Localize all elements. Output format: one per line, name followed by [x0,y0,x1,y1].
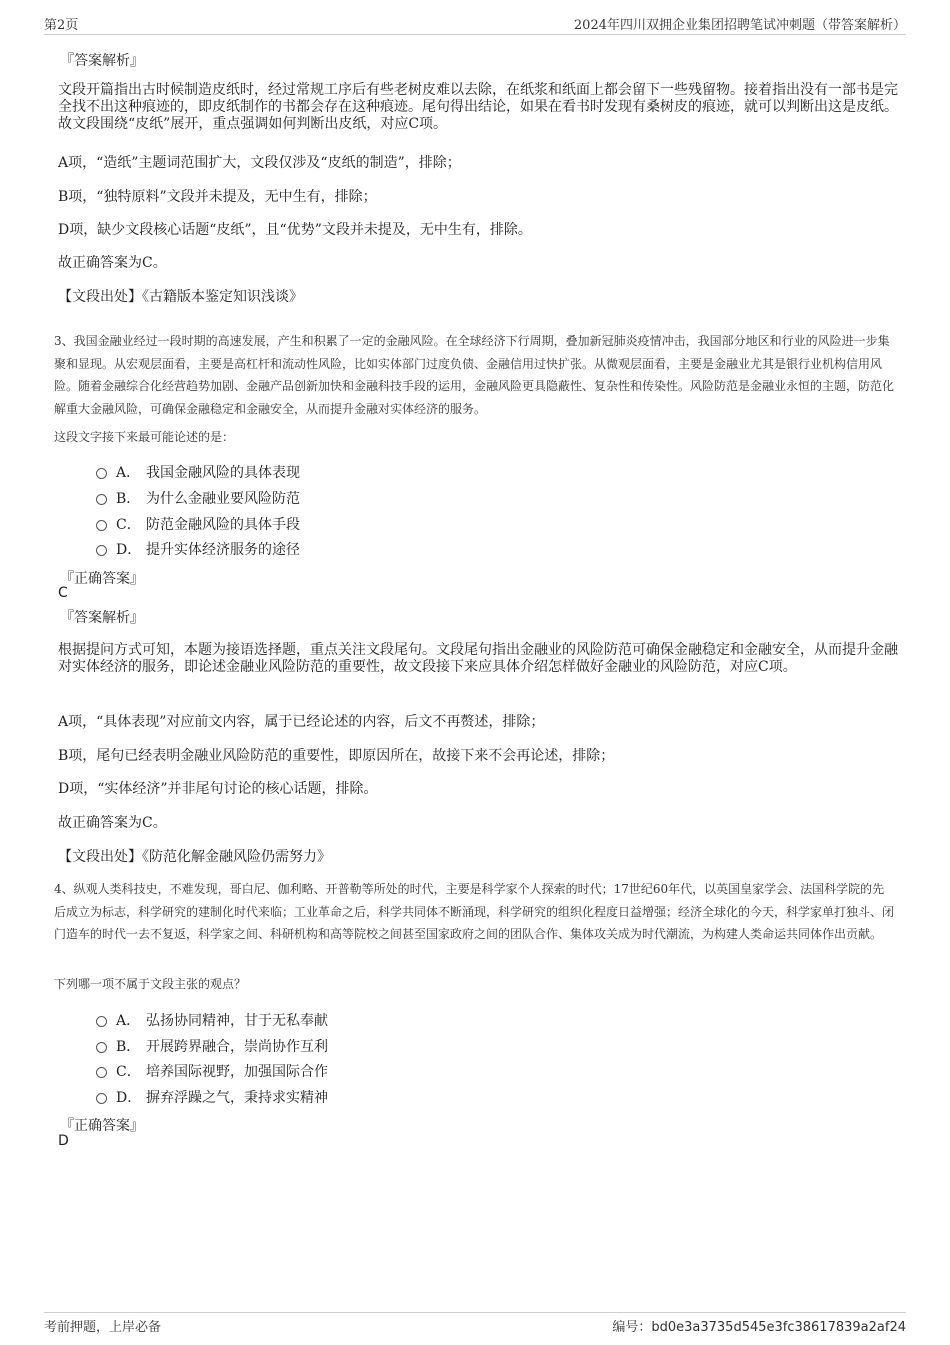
analysis-text: 文段开篇指出古时候制造皮纸时，经过常规工序后有些老树皮难以去除，在纸浆和纸面上都会留下一些残留物。接着指出没有一部书是完全找不出这种痕迹的，即皮纸制作的书都会存在这种痕迹。尾句得出结论，如果在看书时发现有桑树皮的痕迹，就可以判断出这是皮纸。故文段围绕“皮纸”展开，重点强调如何判断出皮纸，对应C项。 [58,82,898,132]
page-header [44,12,906,35]
correct-answer-label: 『正确答案』 [60,1118,144,1134]
analysis-option-d: D项，缺少文段核心话题“皮纸”，且“优势”文段并未提及，无中生有，排除。 [58,222,532,238]
radio-button-icon[interactable] [96,1067,107,1078]
question-prompt: 下列哪一项不属于文段主张的观点？ [54,977,247,991]
radio-button-icon[interactable] [96,1093,107,1104]
analysis-text: 根据提问方式可知，本题为接语选择题，重点关注文段尾句。文段尾句指出金融业的风险防范可确保金融稳定和金融安全，从而提升金融对实体经济的服务，即论述金融业风险防范的重要性，故文段接下来应具体介绍怎样做好金融业的风险防范，对应C项。 [58,642,898,675]
document-title: 2024年四川双拥企业集团招聘笔试冲刺题（带答案解析） [573,18,906,33]
document-code [612,1316,906,1335]
radio-button-icon[interactable] [96,468,107,479]
code-value: bd0e3a3735d545e3fc38617839a2af24 [651,1320,906,1335]
analysis-conclusion: 故正确答案为C。 [58,255,167,271]
analysis-conclusion: 故正确答案为C。 [58,815,167,831]
correct-answer: D [58,1133,69,1149]
analysis-option-d: D项，“实体经济”并非尾句讨论的核心话题，排除。 [58,781,378,797]
question-prompt: 这段文字接下来最可能论述的是： [54,430,235,444]
analysis-option-a: A项，“具体表现”对应前文内容，属于已经论述的内容，后文不再赘述，排除； [58,714,545,730]
footer-slogan: 考前押题，上岸必备 [44,1320,162,1335]
source-citation: 【文段出处】《古籍版本鉴定知识浅谈》 [58,289,303,305]
question-text: 3、我国金融业经过一段时期的高速发展，产生和积累了一定的金融风险。在全球经济下行周期，叠加新冠肺炎疫情冲击，我国部分地区和行业的风险进一步集聚和显现。从宏观层面看，主要是高杠杆和流动性风险，比如实体部门过度负债、金融信用过快扩张。从微观层面看，主要是金融业尤其是银行业机构信用风险。随着金融综合化经营趋势加剧、金融产品创新加快和金融科技手段的运用，金融风险更具隐蔽性、复杂性和传染性。风险防范是金融业永恒的主题，防范化解重大金融风险，可确保金融稳定和金融安全，从而提升金融对实体经济的服务。 [54,334,895,416]
code-label: 编号： [612,1320,652,1335]
question-text: 4、纵观人类科技史，不难发现，哥白尼、伽利略、开普勒等所处的时代，主要是科学家个人探索的时代；17世纪60年代，以英国皇家学会、法国科学院的先后成立为标志，科学研究的建制化时代来临；工业革命之后，科学共同体不断涌现，科学研究的组织化程度日益增强；经济全球化的今天，科学家单打独斗、闭门造车的时代一去不复返，科学家之间、科研机构和高等院校之间甚至国家政府之间的团队合作、集体攻关成为时代潮流，为构建人类命运共同体作出贡献。 [54,882,895,941]
analysis-option-a: A项，“造纸”主题词范围扩大，文段仅涉及“皮纸的制造”，排除； [58,155,461,171]
radio-button-icon[interactable] [96,1016,107,1027]
source-citation: 【文段出处】《防范化解金融风险仍需努力》 [58,849,331,865]
radio-button-icon[interactable] [96,520,107,531]
page-number: 第2页 [44,18,79,33]
analysis-option-b: B项，尾句已经表明金融业风险防范的重要性，即原因所在，故接下来不会再论述，排除； [58,748,615,764]
radio-button-icon[interactable] [96,1042,107,1053]
radio-button-icon[interactable] [96,545,107,556]
correct-answer: C [58,585,68,601]
analysis-option-b: B项，“独特原料”文段并未提及，无中生有，排除； [58,189,377,205]
analysis-label: 『答案解析』 [60,53,144,69]
analysis-label: 『答案解析』 [60,610,144,626]
correct-answer-label: 『正确答案』 [60,571,144,587]
radio-button-icon[interactable] [96,494,107,505]
page-footer [44,1312,906,1335]
